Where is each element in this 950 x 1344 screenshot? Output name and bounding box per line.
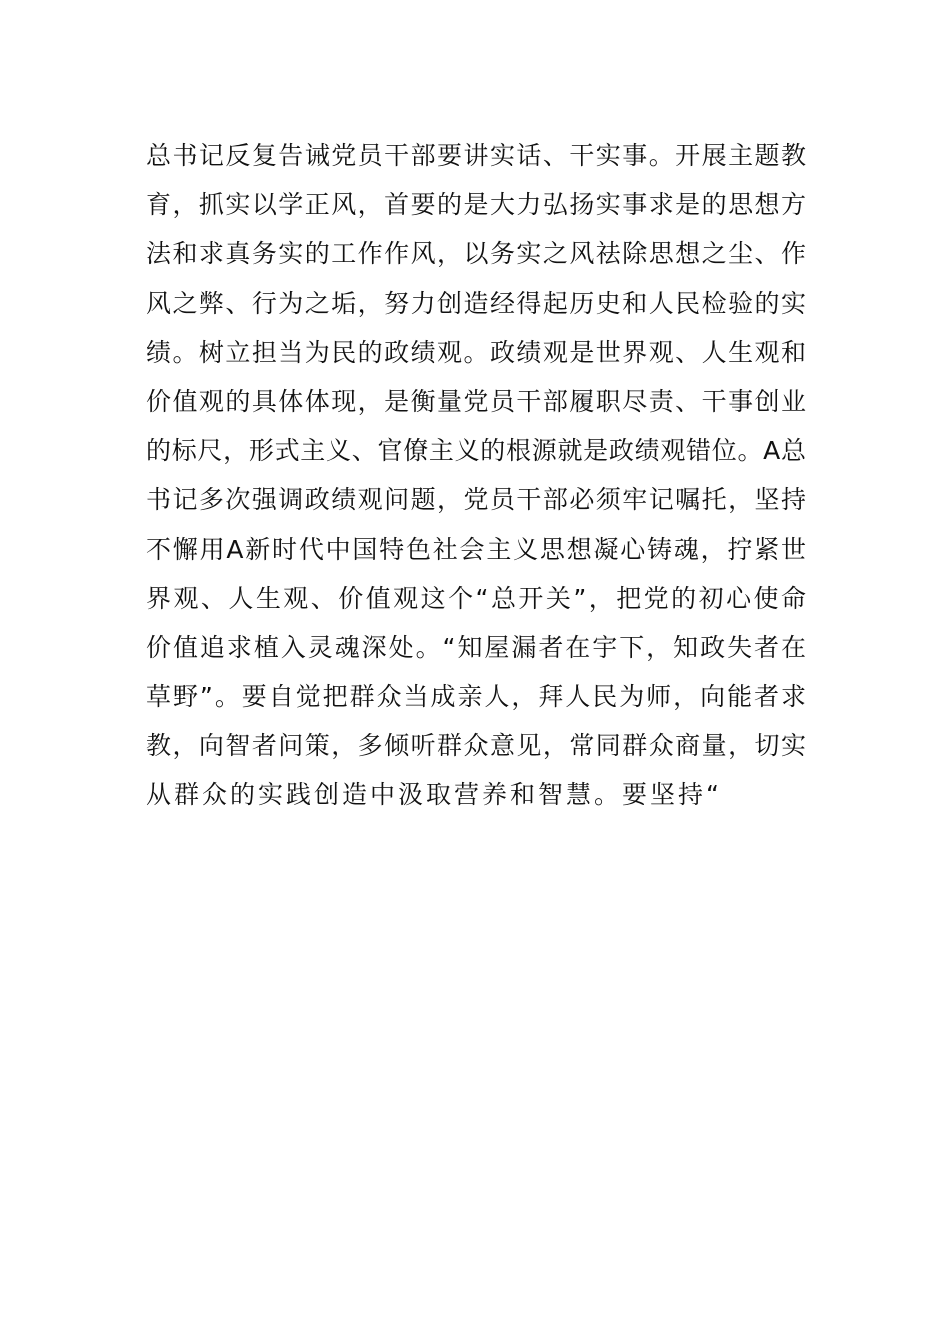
paragraph-line-7: 的标尺，形式主义、官僚主义的根源就是政绩观错位。A总 [146, 436, 806, 466]
paragraph-line-14: 从群众的实践创造中汲取营养和智慧。要坚持“ [146, 780, 722, 810]
paragraph-line-9: 不懈用A新时代中国特色社会主义思想凝心铸魂，拧紧世 [146, 534, 806, 564]
paragraph-line-11: 价值追求植入灵魂深处。“知屋漏者在宇下，知政失者在 [146, 632, 806, 662]
paragraph-line-12: 草野”。要自觉把群众当成亲人，拜人民为师，向能者求 [146, 682, 806, 712]
paragraph-line-1: 总书记反复告诫党员干部要讲实话、干实事。开展主题教 [146, 141, 806, 170]
paragraph-line-4: 风之弊、行为之垢，努力创造经得起历史和人民检验的实 [146, 288, 806, 318]
paragraph-line-8: 书记多次强调政绩观问题，党员干部必须牢记嘱托，坚持 [146, 485, 806, 515]
paragraph-line-3: 法和求真务实的工作作风，以务实之风祛除思想之尘、作 [146, 239, 806, 269]
paragraph-line-6: 价值观的具体体现，是衡量党员干部履职尽责、干事创业 [146, 386, 806, 416]
body-paragraph [146, 131, 806, 820]
paragraph-line-5: 绩。树立担当为民的政绩观。政绩观是世界观、人生观和 [146, 337, 806, 367]
paragraph-line-2: 育，抓实以学正风，首要的是大力弘扬实事求是的思想方 [146, 190, 806, 220]
paragraph-line-13: 教，向智者问策，多倾听群众意见，常同群众商量，切实 [146, 731, 806, 761]
paragraph-line-10: 界观、人生观、价值观这个“总开关”，把党的初心使命 [146, 583, 806, 613]
